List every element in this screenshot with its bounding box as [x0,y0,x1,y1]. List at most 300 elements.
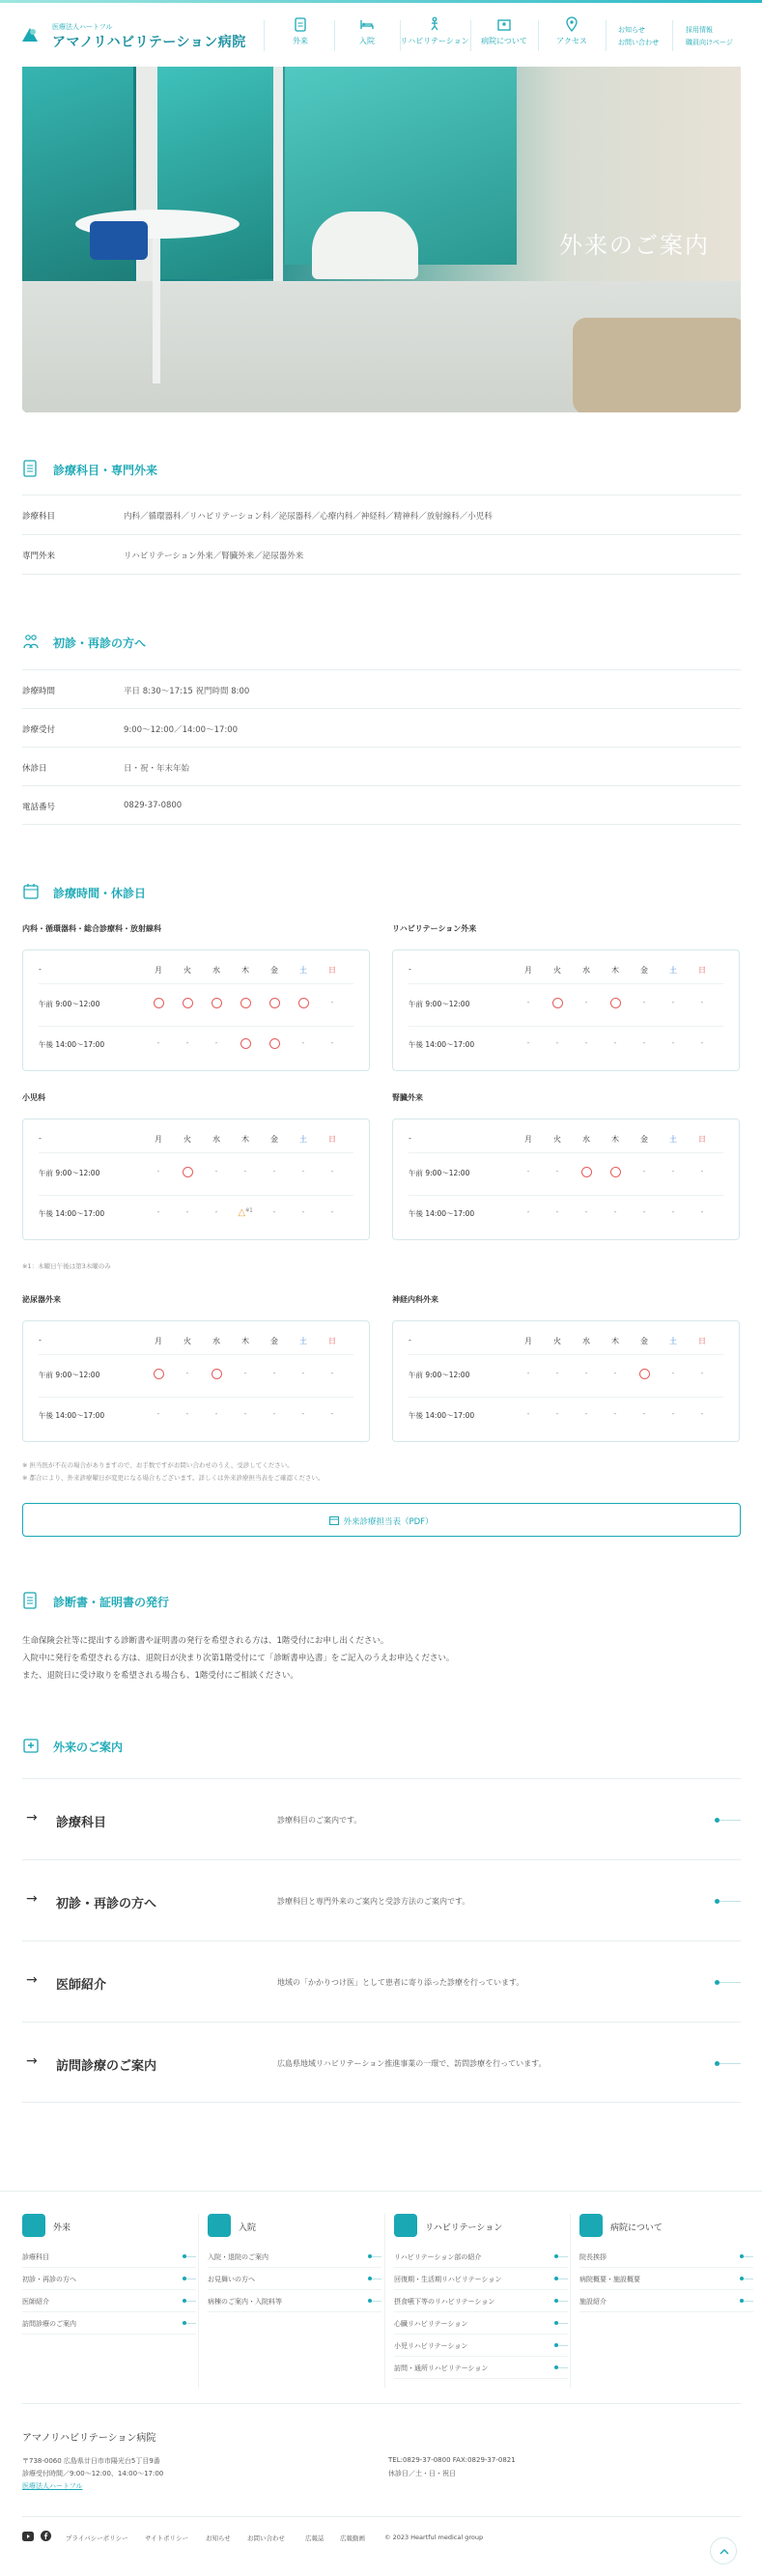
guide-link-first-visit[interactable] [22,1859,741,1940]
schedule-day-header: 日 [698,1337,706,1345]
closed-dash: - [301,1369,305,1377]
schedule-day-header: 土 [669,1337,677,1345]
calendar-icon [22,883,40,900]
schedule-day-header: 火 [183,966,191,975]
nav-divider [606,20,607,51]
closed-dash: - [700,1038,704,1047]
closed-dash: - [642,1207,646,1216]
nav-rehabilitation[interactable] [400,16,469,55]
closed-dash: - [156,1167,160,1175]
arrow-right-icon: → [26,1972,38,1988]
schedule-table-title: リハビリテーション外来 [392,924,477,933]
closed-dash: - [301,1167,305,1175]
closed-dash: - [526,1167,530,1175]
closed-dash: - [555,1369,559,1377]
closed-dash: - [584,1038,588,1047]
schedule-row-divider [39,983,353,984]
schedule-row-divider [39,1195,353,1196]
link-dot-icon [554,2343,558,2347]
pdf-button-label [23,1515,740,1527]
schedule-table [22,1118,370,1240]
schedule-day-header: 水 [212,1135,220,1144]
schedule-day-header: 日 [698,966,706,975]
closed-dash: - [301,1207,305,1216]
footer-col-divider [198,2214,199,2388]
divider [22,2403,741,2404]
hero-sofa [573,318,741,412]
closed-dash: - [243,1369,247,1377]
schedule-row-label: 午後 14:00〜17:00 [409,1040,475,1049]
footer-link[interactable] [208,2291,381,2312]
footer-col-title: 入院 [239,2223,257,2233]
schedule-day-header: - [409,1336,411,1345]
schedule-row-divider [39,1152,353,1153]
guide-link-home-visit[interactable] [22,2022,741,2103]
schedule-row-divider [39,1026,353,1027]
schedule-row-divider [409,1195,723,1196]
footer-bottom-link[interactable]: お知らせ [206,2534,231,2542]
schedule-day-header: 金 [640,1337,648,1345]
closed-dash: - [642,1409,646,1418]
row-label: 専門外来 [22,552,56,561]
schedule-day-header: 金 [640,966,648,975]
hero-title: 外来のご案内 [559,232,710,259]
section-title-text: 診療時間・休診日 [53,887,147,900]
footer-bottom-link[interactable]: プライバシーポリシー [66,2534,128,2542]
link-dot-icon [740,2299,744,2303]
footer-link-label: 施設紹介 [579,2298,607,2306]
schedule-day-header: 金 [640,1135,648,1144]
schedule-row-label: 午後 14:00〜17:00 [409,1411,475,1420]
calendar-icon [329,1515,339,1525]
closed-dash: - [555,1038,559,1047]
link-dot-icon [740,2277,744,2280]
guide-link-desc: 地域の「かかりつけ医」として患者に寄り添った診療を行っています。 [277,1978,524,1987]
closed-dash: - [526,1369,530,1377]
available-circle-icon [207,998,226,1010]
footer-col-heading[interactable] [394,2214,568,2237]
footer-col-title: 外来 [53,2223,71,2233]
footer-link[interactable] [579,2269,753,2290]
schedule-table [392,949,740,1071]
row-label: 診療時間 [22,687,56,696]
link-dot-icon [183,2254,186,2258]
link-dot-icon [740,2254,744,2258]
footer-link[interactable] [22,2313,196,2335]
schedule-table [392,1118,740,1240]
schedule-day-header: - [39,1134,42,1143]
schedule-table-title: 神経内科外来 [392,1295,438,1304]
closed-dash: - [330,1038,334,1047]
closed-dash: - [330,1207,334,1216]
arrow-right-icon: → [26,2053,38,2069]
schedule-day-header: 土 [299,966,307,975]
closed-dash: - [642,998,646,1006]
guide-link-title: 医師紹介 [56,1978,107,1993]
schedule-row-label: 午前 9:00〜12:00 [39,1000,100,1008]
guide-link-departments[interactable] [22,1778,741,1859]
schedule-day-header: 木 [611,1337,619,1345]
closed-dash: - [584,1409,588,1418]
schedule-day-header: 金 [270,966,278,975]
footer-closed: 休診日／土・日・祝日 [388,2470,456,2477]
link-dot-icon [368,2277,372,2280]
row-value: リハビリテーション外来／腎臓外来／泌尿器外来 [124,552,304,561]
closed-dash: - [243,1167,247,1175]
link-dot-icon [183,2321,186,2325]
footer-col-heading[interactable] [579,2214,753,2237]
link-dot-icon [715,1818,720,1823]
schedule-day-header: 土 [299,1337,307,1345]
schedule-day-header: 木 [611,966,619,975]
available-circle-icon [265,998,284,1010]
nav-recruit-link[interactable]: 採用情報 [686,26,713,34]
footer-link-label: 病棟のご案内・入院料等 [208,2298,282,2306]
available-circle-icon [207,1369,226,1381]
schedule-pdf-button[interactable] [22,1503,741,1537]
nav-small-group-1 [618,24,659,49]
schedule-note: ※1：木曜日午後は第3木曜のみ [22,1262,111,1270]
footer-bottom-link[interactable]: サイトポリシー [145,2534,189,2542]
closed-dash: - [214,1207,218,1216]
schedule-row-divider [409,1152,723,1153]
footer-link-label: 入院・退院のご案内 [208,2253,268,2261]
closed-dash: - [671,1369,675,1377]
schedule-row-divider [409,1354,723,1355]
back-to-top-button[interactable] [710,2537,737,2564]
schedule-day-header: 水 [582,1337,590,1345]
available-circle-icon [265,1038,284,1051]
footer-link-label: 摂食嚥下等のリハビリテーション [394,2298,495,2306]
link-dot-icon [183,2277,186,2280]
schedule-row-divider [409,1026,723,1027]
closed-dash: - [555,1207,559,1216]
footer-link[interactable] [22,2269,196,2290]
row-label: 電話番号 [22,803,56,812]
closed-dash: - [700,1167,704,1175]
closed-dash: - [185,1369,189,1377]
row-label: 診療科目 [22,512,56,522]
closed-dash: - [671,1167,675,1175]
footer-link-label: 医師紹介 [22,2298,49,2306]
logo-mark-icon [21,26,39,43]
divider [22,708,741,709]
schedule-day-header: 木 [241,1337,249,1345]
bed-icon [359,16,375,32]
footer-col-heading[interactable] [208,2214,381,2237]
footer-category-icon [394,2214,417,2237]
link-dot-icon [715,1980,720,1985]
facebook-icon[interactable] [41,2531,51,2541]
schedule-day-header: 月 [524,966,532,975]
schedule-row-divider [39,1397,353,1398]
schedule-day-header: 木 [241,1135,249,1144]
divider [22,747,741,748]
footer-link[interactable] [394,2313,568,2335]
footer-col-divider [570,2214,571,2388]
schedule-row-label: 午後 14:00〜17:00 [39,1209,105,1218]
divider [22,669,741,670]
link-dot-icon [368,2254,372,2258]
hospital-building-icon [496,16,512,32]
schedule-day-header: 月 [524,1337,532,1345]
closed-dash: - [700,1369,704,1377]
nav-access[interactable] [538,16,606,55]
schedule-row-label: 午後 14:00〜17:00 [39,1040,105,1049]
footer-link-label: 診療科目 [22,2253,49,2261]
footer-link[interactable] [394,2335,568,2357]
closed-dash: - [214,1038,218,1047]
row-label: 休診日 [22,764,47,774]
divider [22,824,741,825]
schedule-row-label: 午後 14:00〜17:00 [39,1411,105,1420]
footer-col-divider [384,2214,385,2388]
footer-category-icon [579,2214,603,2237]
nav-contact-link[interactable]: お問い合わせ [618,39,659,46]
document-icon [22,1592,38,1609]
closed-dash: - [700,998,704,1006]
closed-dash: - [156,1409,160,1418]
schedule-day-header: 月 [155,1135,162,1144]
closed-dash: - [671,1038,675,1047]
schedule-day-header: 金 [270,1337,278,1345]
available-circle-icon [236,998,255,1010]
schedule-table-title: 泌尿器外来 [22,1295,61,1304]
closed-dash: - [330,1167,334,1175]
schedule-row-label: 午前 9:00〜12:00 [409,1000,470,1008]
schedule-day-header: 日 [698,1135,706,1144]
closed-dash: - [642,1038,646,1047]
link-dot-icon [554,2277,558,2280]
footer-link-label: 心臓リハビリテーション [394,2320,468,2328]
closed-dash: - [613,1369,617,1377]
footer-tel: TEL:0829-37-0800 FAX:0829-37-0821 [388,2456,516,2464]
section-title-text: 外来のご案内 [53,1741,124,1754]
footer-link-label: 訪問診療のご案内 [22,2320,76,2328]
closed-dash: - [700,1409,704,1418]
footer-link[interactable] [394,2247,568,2268]
divider [22,534,741,535]
footer-link-label: 訪問・通所リハビリテーション [394,2364,489,2372]
schedule-day-header: 火 [553,966,561,975]
closed-dash: - [526,1038,530,1047]
available-circle-icon [577,1167,596,1179]
footer-category-icon [22,2214,45,2237]
closed-dash: - [526,1207,530,1216]
closed-dash: - [301,1409,305,1418]
arrow-right-icon: → [26,1810,38,1826]
row-value: 0829-37-0800 [124,801,183,810]
footer-link[interactable] [579,2247,753,2268]
closed-dash: - [671,1409,675,1418]
guide-link-title: 初診・再診の方へ [56,1897,157,1911]
guide-link-desc: 診療科目と専門外来のご案内と受診方法のご案内です。 [277,1897,470,1906]
footer-category-icon [208,2214,231,2237]
nav-inpatient[interactable] [333,16,401,55]
schedule-day-header: 日 [328,1135,336,1144]
link-dot-icon [715,2061,720,2066]
schedule-day-header: 土 [669,1135,677,1144]
nav-staff-link[interactable]: 職員向けページ [686,39,733,46]
closed-dash: - [301,1038,305,1047]
schedule-day-header: - [39,965,42,974]
nav-about-label: 病院について [481,37,527,45]
cert-paragraph-line: 生命保険会社等に提出する診断書や証明書の発行を希望される方は、1階受付にお申し出ください。 [22,1636,389,1646]
arrow-right-icon: → [26,1891,38,1907]
schedule-day-header: - [39,1336,42,1345]
footer-link[interactable] [394,2291,568,2312]
logo-org: 医療法人ハートフル [52,23,113,31]
closed-dash: - [642,1167,646,1175]
nav-divider [264,20,265,51]
schedule-table-title: 小児科 [22,1093,45,1102]
schedule-day-header: 土 [299,1135,307,1144]
divider [22,2516,741,2517]
available-circle-icon [149,998,168,1010]
closed-dash: - [330,1369,334,1377]
schedule-day-header: - [409,1134,411,1143]
schedule-day-header: 木 [241,966,249,975]
schedule-row-divider [409,983,723,984]
schedule-day-header: 水 [582,966,590,975]
closed-dash: - [613,1409,617,1418]
row-value: 日・祝・年末年始 [124,764,190,774]
closed-dash: - [613,1038,617,1047]
schedule-row-label: 午前 9:00〜12:00 [39,1169,100,1177]
footer-link[interactable] [208,2247,381,2268]
youtube-icon[interactable] [22,2532,34,2541]
schedule-day-header: 日 [328,1337,336,1345]
footer-link-label: 初診・再診の方へ [22,2276,76,2283]
row-value: 内科／循環器科／リハビリテーション科／泌尿器科／心療内科／神経科／精神科／放射線科／小児科 [124,512,493,522]
footer-link[interactable] [394,2358,568,2379]
link-dot-icon [368,2299,372,2303]
schedule-table [392,1320,740,1442]
divider [22,574,741,575]
closed-dash: - [214,1409,218,1418]
footer-link[interactable] [394,2269,568,2290]
hero-image [22,67,741,412]
closed-dash: - [613,1207,617,1216]
link-dot-icon [554,2299,558,2303]
footer-address: 〒738-0060 広島県廿日市市陽光台5丁目9番 [22,2457,160,2465]
chevron-up-icon [719,2546,730,2558]
row-label: 診療受付 [22,725,56,735]
nav-inpatient-label: 入院 [359,37,375,45]
footer-col-title: 病院について [610,2223,663,2233]
nav-small-group-2 [686,24,733,49]
cert-paragraph-line: 入院中に発行を希望される方は、退院日が決まり次第1階受付にて「診断書申込書」をご記入のうえお申込ください。 [22,1654,455,1663]
footer-org-link[interactable]: 医療法人ハートフル [22,2482,83,2490]
hero-table-leg [153,239,160,383]
copyright: © 2023 Heartful medical group [384,2534,484,2541]
footer-bottom-link[interactable]: 広報誌 [305,2534,325,2542]
footer-link-label: 回復期・生活期リハビリテーション [394,2276,502,2283]
schedule-day-header: 月 [524,1135,532,1144]
schedule-row-divider [39,1354,353,1355]
cert-paragraph-line: また、退院日に受け取りを希望される場合も、1階受付にご相談ください。 [22,1671,298,1681]
schedule-day-header: 土 [669,966,677,975]
nav-about[interactable] [470,16,538,55]
nav-rehabilitation-label: リハビリテーション [400,37,469,45]
section-title-text: 初診・再診の方へ [53,637,147,650]
closed-dash: - [584,998,588,1006]
schedule-note: ※ 都合により、外来診療曜日が変更になる場合もございます。詳しくは外来診療担当表をご確認ください。 [22,1474,325,1482]
footer-col-heading[interactable] [22,2214,196,2237]
tri-note-mark: ※1 [245,1207,253,1214]
divider [22,785,741,786]
available-circle-icon [178,1167,197,1179]
closed-dash: - [185,1207,189,1216]
closed-dash: - [526,998,530,1006]
footer-link[interactable] [579,2291,753,2312]
available-circle-icon [548,998,567,1010]
guide-link-title: 訪問診療のご案内 [56,2059,157,2074]
nav-access-label: アクセス [556,37,587,45]
link-dot-icon [183,2299,186,2303]
pdf-button-text: 外来診療担当表（PDF） [343,1517,434,1527]
footer-link[interactable] [22,2247,196,2268]
schedule-day-header: 火 [183,1337,191,1345]
closed-dash: - [584,1369,588,1377]
footer-link[interactable] [22,2291,196,2312]
schedule-table [22,1320,370,1442]
hospital-building-icon [22,1737,40,1754]
schedule-day-header: 日 [328,966,336,975]
closed-dash: - [555,1409,559,1418]
hero-window-mid [157,67,273,279]
closed-dash: - [526,1409,530,1418]
available-circle-icon [294,998,313,1010]
closed-dash: - [185,1038,189,1047]
closed-dash: - [243,1409,247,1418]
closed-dash: - [156,1038,160,1047]
hero-window-left [22,67,133,298]
schedule-note: ※ 担当医が不在の場合がありますので、お手数ですがお問い合わせのうえ、受診してください。 [22,1461,294,1469]
hero-chair-white [312,212,418,279]
section-title-text: 診断書・証明書の発行 [53,1596,170,1609]
person-walking-icon [427,16,442,32]
logo-hospital-name[interactable]: アマノリハビリテーション病院 [52,35,246,50]
people-icon [22,633,40,650]
footer-link[interactable] [208,2269,381,2290]
schedule-day-header: 金 [270,1135,278,1144]
nav-news-link[interactable]: お知らせ [618,26,645,34]
available-circle-icon [236,1038,255,1051]
guide-link-doctors[interactable] [22,1940,741,2022]
closed-dash: - [272,1369,276,1377]
schedule-row-label: 午前 9:00〜12:00 [409,1371,470,1379]
clipboard-icon [293,16,308,32]
site-header [0,3,762,67]
available-circle-icon [635,1369,654,1381]
schedule-row-label: 午後 14:00〜17:00 [409,1209,475,1218]
footer-hospital-name: アマノリハビリテーション病院 [22,2433,156,2444]
footer-bottom-link[interactable]: お問い合わせ [247,2534,285,2542]
guide-link-desc: 広島県地域リハビリテーション推進事業の一環で、訪問診療を行っています。 [277,2059,547,2068]
available-circle-icon [178,998,197,1010]
closed-dash: - [330,998,334,1006]
hero-chair-blue [90,221,148,260]
nav-outpatient[interactable] [267,16,334,55]
partial-triangle-icon: △$^{※1}$ [238,1207,253,1218]
closed-dash: - [555,1167,559,1175]
footer-bottom-link[interactable]: 広報動画 [340,2534,365,2542]
closed-dash: - [214,1167,218,1175]
closed-dash: - [700,1207,704,1216]
schedule-day-header: 水 [212,1337,220,1345]
schedule-day-header: 月 [155,1337,162,1345]
